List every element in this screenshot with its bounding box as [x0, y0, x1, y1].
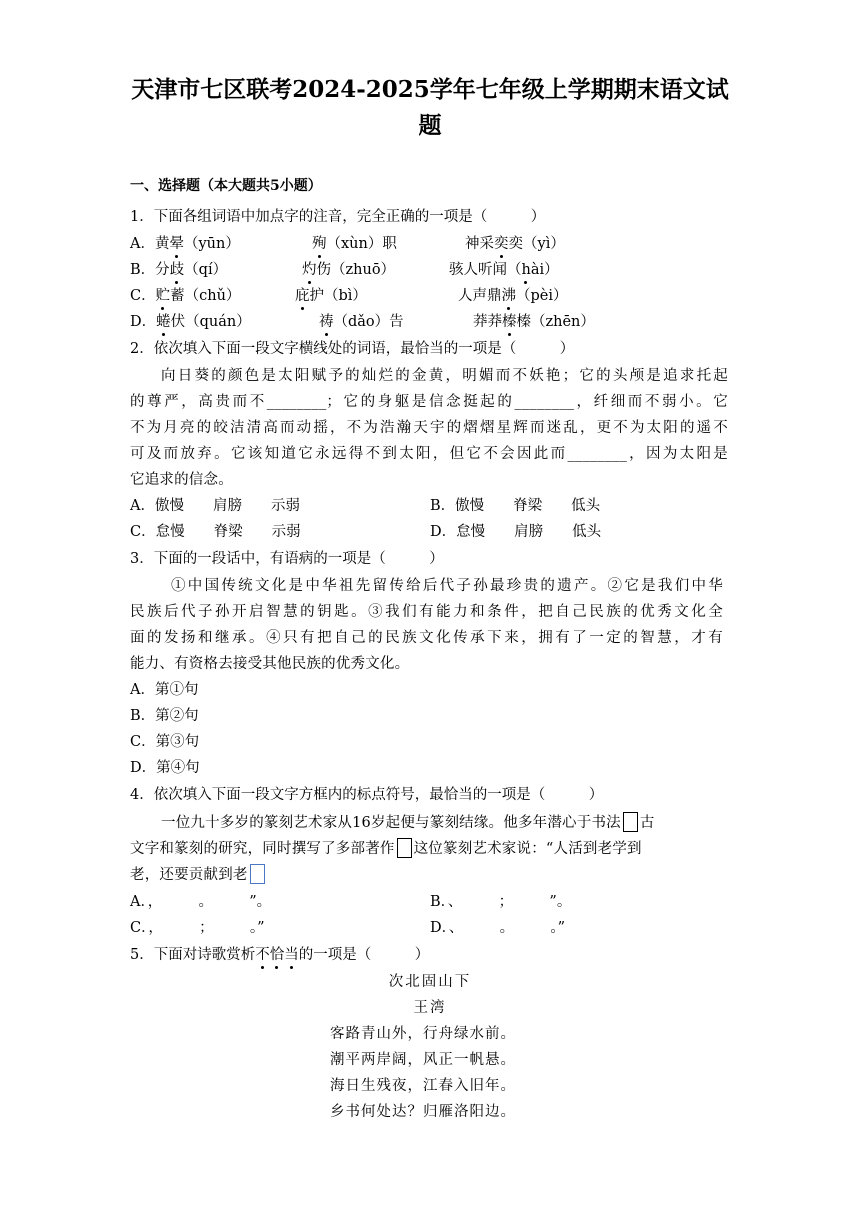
option-label: A．: [130, 236, 155, 252]
passage-text: 这位篆刻艺术家说：“人活到老学到: [413, 841, 642, 857]
question-2-stem: 2．依次填入下面一段文字横线处的词语，最恰当的一项是（ ）: [130, 341, 575, 357]
word-text: 伏（quán）: [170, 314, 251, 330]
q3-passage-line-2: 民族后代子孙开启智慧的钥匙。③我们有能力和条件，把自己民族的优秀文化全: [130, 604, 723, 620]
q2-option-c: C．怠慢 脊梁 示弱: [130, 524, 301, 540]
q2-passage-line-2: 的尊严，高贵而不________；它的身躯是信念挺起的________，纤细而不弱小。它: [130, 394, 728, 410]
question-4-stem: 4．依次填入下面一段文字方框内的标点符号，最恰当的一项是（ ）: [130, 787, 604, 803]
q1-option-c-word3: [458, 286, 568, 306]
q1-option-a-word3: [465, 234, 565, 254]
q4-passage-line-1: [161, 812, 655, 833]
q1-option-b: [130, 260, 227, 280]
word-text: 黄: [154, 236, 170, 252]
option-label: B．: [130, 262, 156, 278]
q1-option-b-word3: [449, 260, 559, 280]
q2-passage-line-5: 它追求的信念。: [130, 472, 233, 488]
poem-line: 海日生残夜，江春入旧年。: [330, 1078, 516, 1094]
dotted-char: 不: [255, 947, 270, 963]
question-5-stem: [130, 945, 429, 965]
q3-passage-line-1: ①中国传统文化是中华祖先留传给后代子孙最珍贵的遗产。②它是我们中华: [171, 578, 723, 594]
dotted-char: 歧: [169, 262, 185, 278]
dotted-char: 闻（hài）: [492, 262, 559, 278]
punctuation-blank-box: [397, 838, 412, 858]
title-line-1: 天津市七区联考2024-2025学年七年级上学期期末语文试: [131, 76, 729, 103]
q2-passage-line-3: 不为月亮的皎洁清高而动摇，不为浩瀚天宇的熠熠星辉而迷乱，更不为太阳的遥不: [130, 420, 728, 436]
q2-option-a: A．傲慢 肩膀 示弱: [130, 498, 300, 514]
word-text: （dǎo）告: [333, 314, 404, 330]
q1-option-b-word2: [302, 260, 395, 280]
q1-option-a: [130, 234, 240, 254]
word-text: 奕（yì）: [508, 236, 565, 252]
dotted-char: 晕: [169, 236, 184, 252]
stem-text: 的一项是（ ）: [298, 947, 430, 963]
word-text: 蓄（chǔ）: [170, 288, 241, 304]
q3-option-d: D．第④句: [130, 760, 200, 776]
word-text: 伤（zhuō）: [316, 262, 396, 278]
word-text: （pèi）: [516, 288, 568, 304]
dotted-char: 祷: [319, 314, 334, 330]
dotted-char: 恰: [269, 947, 285, 963]
word-text: 榛（zhēn）: [516, 314, 595, 330]
poem-title: 次北固山下: [388, 974, 472, 990]
q4-option-d: D．、 。 。”: [430, 920, 566, 936]
q3-option-a: A．第①句: [130, 682, 199, 698]
q4-option-b: B．、 ； ”。: [430, 894, 572, 910]
dotted-char: 殉: [312, 236, 327, 252]
q3-option-b: B．第②句: [130, 708, 199, 724]
poem-line: 潮平两岸阔，风正一帆悬。: [330, 1052, 516, 1068]
q2-passage-line-4: 可及而放弃。它该知道它永远得不到太阳，但它不会因此而________，因为太阳是: [130, 446, 728, 462]
q1-option-d-word3: [473, 312, 595, 332]
q4-option-a: A．， 。 ”。: [130, 894, 272, 910]
word-text: 护（bì）: [309, 288, 367, 304]
word-text: 人声鼎: [458, 288, 502, 304]
dotted-char: 沸: [501, 288, 516, 304]
dotted-char: 灼: [302, 262, 317, 278]
q3-passage-line-4: 能力、有资格去接受其他民族的优秀文化。: [130, 656, 410, 672]
q3-option-c: C．第③句: [130, 734, 200, 750]
q3-passage-line-3: 面的发扬和继承。④只有把自己的民族文化传承下来，拥有了一定的智慧，才有: [130, 630, 723, 646]
option-label: C．: [130, 288, 156, 304]
document-title: [120, 72, 740, 144]
dotted-char: 当: [284, 947, 299, 963]
q1-option-d-word2: [319, 312, 404, 332]
q1-option-c-word2: [295, 286, 367, 306]
word-text: 莽莽: [473, 314, 502, 330]
q4-passage-line-3: [130, 864, 267, 885]
word-text: （yūn）: [183, 236, 240, 252]
passage-text: 老，还要贡献到老: [130, 867, 248, 883]
title-line-2: 题: [418, 112, 442, 139]
q1-option-a-word2: [312, 234, 397, 254]
word-text: 分: [155, 262, 170, 278]
dotted-char: 庇: [295, 288, 310, 304]
poem-author: 王湾: [413, 1000, 447, 1016]
dotted-char: 榛: [502, 314, 517, 330]
passage-text: 文字和篆刻的研究，同时撰写了多部著作: [130, 841, 395, 857]
punctuation-blank-box: [250, 864, 265, 884]
word-text: （qí）: [184, 262, 228, 278]
question-1-stem: 1．下面各组词语中加点字的注音，完全正确的一项是（ ）: [130, 209, 546, 225]
poem-line: 乡书何处达？归雁洛阳边。: [330, 1104, 516, 1120]
q4-passage-line-2: [130, 838, 642, 859]
poem-line: 客路青山外，行舟绿水前。: [330, 1026, 516, 1042]
word-text: 神采: [465, 236, 494, 252]
punctuation-blank-box: [623, 812, 638, 832]
q2-option-d: D．怠慢 肩膀 低头: [430, 524, 602, 540]
option-label: D．: [130, 314, 157, 330]
dotted-char: 奕: [494, 236, 509, 252]
q2-passage-line-1: 向日葵的颜色是太阳赋予的灿烂的金黄，明媚而不妖艳；它的头颅是追求托起: [161, 368, 728, 384]
passage-text: 一位九十多岁的篆刻艺术家从16岁起便与篆刻结缘。他多年潜心于书法: [161, 815, 621, 831]
dotted-char: 蜷: [156, 314, 171, 330]
stem-text: 5．下面对诗歌赏析: [130, 947, 256, 963]
dotted-char: 贮: [155, 288, 171, 304]
passage-text: 古: [639, 815, 655, 831]
q2-option-b: B．傲慢 脊梁 低头: [430, 498, 601, 514]
word-text: 骇人: [449, 262, 478, 278]
q4-option-c: C．， ； 。”: [130, 920, 265, 936]
question-3-stem: 3．下面的一段话中，有语病的一项是（ ）: [130, 551, 444, 567]
q1-option-d: [130, 312, 251, 332]
q1-option-c: [130, 286, 240, 306]
section-heading: 一、选择题（本大题共5小题）: [130, 178, 322, 194]
word-text: 听: [478, 262, 493, 278]
word-text: （xùn）职: [326, 236, 397, 252]
